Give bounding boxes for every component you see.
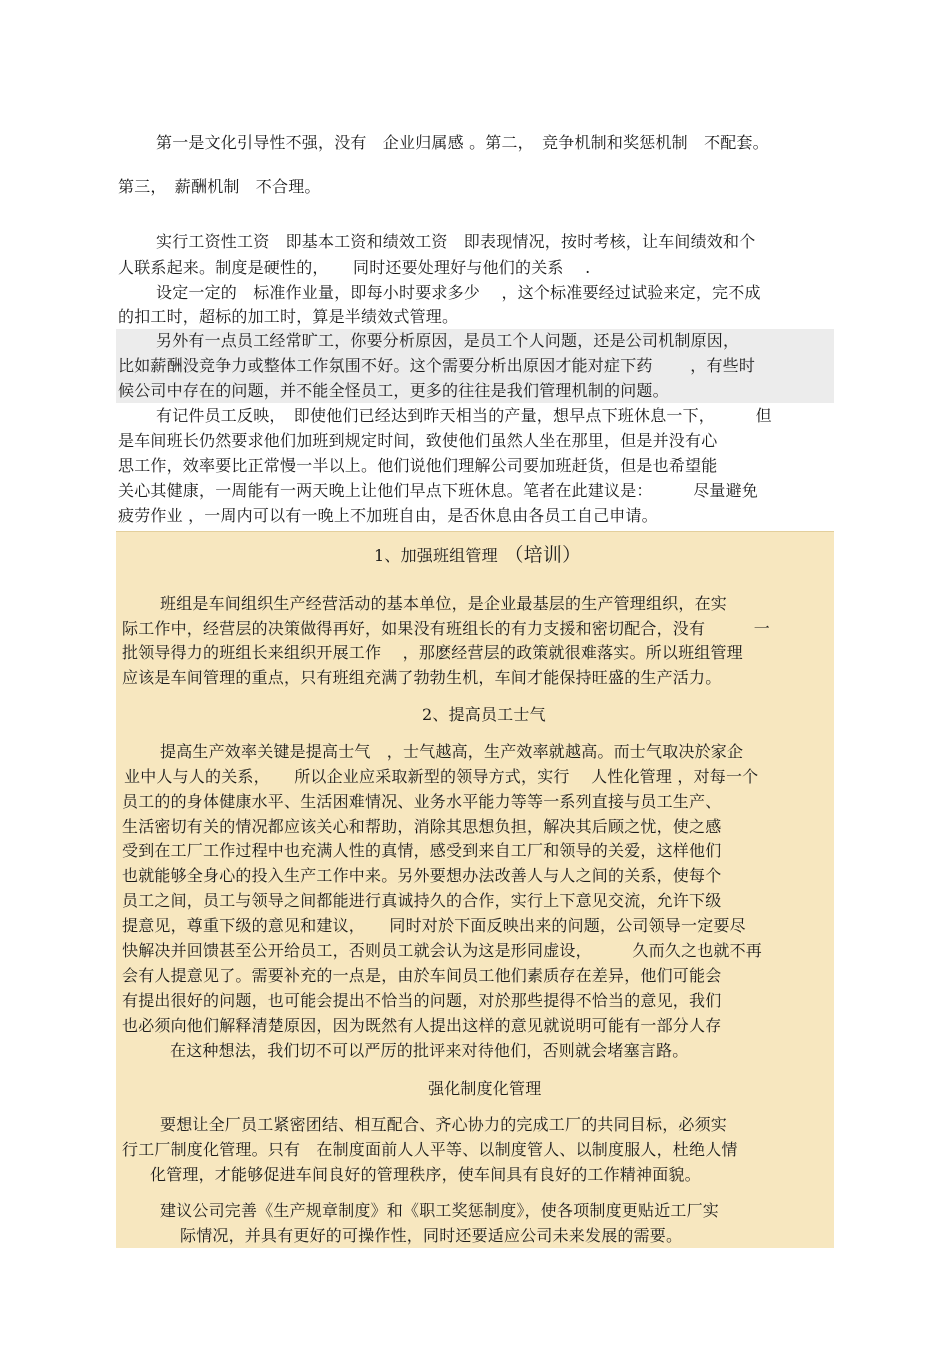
paragraph-line: 会有人提意见了。需要补充的一点是，由於车间员工他们素质存在差异，他们可能会 (122, 966, 722, 985)
paragraph-line: 快解决并回馈甚至公开给员工，否则员工就会认为这是形同虚设， 久而久之也就不再 (122, 941, 763, 960)
paragraph-line: 批领导得力的班组长来组织开展工作 ，那麽经营层的政策就很难落实。所以班组管理 (122, 643, 743, 662)
paragraph-line: 际工作中，经营层的决策做得再好，如果没有班组长的有力支援和密切配合，没有 一 (122, 619, 771, 638)
paragraph-line: 另外有一点员工经常旷工，你要分析原因，是员工个人问题，还是公司机制原因， (156, 331, 740, 350)
paragraph-line: 有记件员工反映， 即使他们已经达到昨天相当的产量，想早点下班休息一下， 但 (156, 406, 772, 425)
paragraph-line: 班组是车间组织生产经营活动的基本单位，是企业最基层的生产管理组织，在实 (160, 594, 728, 613)
paragraph-line: 提意见，尊重下级的意见和建议， 同时对於下面反映出来的问题，公司领导一定要尽 (122, 916, 746, 935)
paragraph-line: 提高生产效率关键是提高士气 ，士气越高，生产效率就越高。而士气取决於家企 (160, 742, 744, 761)
paragraph-line: 要想让全厂员工紧密团结、相互配合、齐心协力的完成工厂的共同目标，必须实 (160, 1115, 728, 1134)
paragraph-line: 业中人与人的关系， 所以企业应采取新型的领导方式，实行 人性化管理 ，对每一个 (124, 767, 759, 786)
paragraph-line: 第三， 薪酬机制 不合理。 (118, 177, 321, 196)
paragraph-line: 人联系起来。制度是硬性的， 同时还要处理好与他们的关系 . (118, 258, 591, 277)
paragraph-line: 比如薪酬没竞争力或整体工作氛围不好。这个需要分析出原因才能对症下药 ，有些时 (118, 356, 756, 375)
section-heading (374, 545, 581, 566)
paragraph-line: 实行工资性工资 即基本工资和绩效工资 即表现情况，按时考核，让车间绩效和个 (156, 232, 756, 251)
paragraph-line: 设定一定的 标准作业量，即每小时要求多少 ，这个标准要经过试验来定，完不成 (156, 283, 761, 302)
paragraph-line: 第一是文化引导性不强，没有 企业归属感 。第二， 竞争机制和奖惩机制 不配套。 (156, 133, 769, 152)
paragraph-line: 员工之间，员工与领导之间都能进行真诚持久的合作，实行上下意见交流，允许下级 (122, 891, 722, 910)
section-heading: 强化制度化管理 (428, 1079, 542, 1098)
paragraph-line: 思工作，效率要比正常慢一半以上。他们说他们理解公司要加班赶货，但是也希望能 (118, 456, 718, 475)
paragraph-line: 的扣工时，超标的加工时，算是半绩效式管理。 (118, 307, 459, 326)
heading-text: 1、加强班组管理 (374, 546, 514, 565)
paragraph-line: 受到在工厂工作过程中也充满人性的真情，感受到来自工厂和领导的关爱，这样他们 (122, 841, 722, 860)
section-heading: 2、提高员工士气 (422, 705, 546, 724)
paragraph-line: 际情况，并具有更好的可操作性，同时还要适应公司未来发展的需要。 (180, 1226, 683, 1245)
heading-paren-text: （培训） (513, 544, 582, 566)
paragraph-line: 生活密切有关的情况都应该关心和帮助，消除其思想负担，解决其后顾之忧，使之感 (122, 817, 722, 836)
paragraph-line: 应该是车间管理的重点，只有班组充满了勃勃生机，车间才能保持旺盛的生产活力。 (122, 668, 722, 687)
paragraph-line: 行工厂制度化管理。只有 在制度面前人人平等、以制度管人、以制度服人，杜绝人情 (122, 1140, 738, 1159)
paragraph-line: 在这种想法，我们切不可以严厉的批评来对待他们，否则就会堵塞言路。 (170, 1041, 689, 1060)
paragraph-line: 也必须向他们解释清楚原因，因为既然有人提出这样的意见就说明可能有一部分人存 (122, 1016, 722, 1035)
paragraph-line: 员工的的身体健康水平、生活困难情况、业务水平能力等等一系列直接与员工生产、 (122, 792, 722, 811)
paragraph-line: 候公司中存在的问题，并不能全怪员工，更多的往往是我们管理机制的问题。 (118, 381, 669, 400)
paragraph-line: 有提出很好的问题，也可能会提出不恰当的问题，对於那些提得不恰当的意见，我们 (122, 991, 722, 1010)
paragraph-line: 也就能够全身心的投入生产工作中来。另外要想办法改善人与人之间的关系，使每个 (122, 866, 722, 885)
paragraph-line: 是车间班长仍然要求他们加班到规定时间，致使他们虽然人坐在那里，但是并没有心 (118, 431, 718, 450)
paragraph-line: 疲劳作业 ，一周内可以有一晚上不加班自由，是否休息由各员工自己申请。 (118, 506, 658, 525)
paragraph-line: 化管理，才能够促进车间良好的管理秩序，使车间具有良好的工作精神面貌。 (150, 1165, 701, 1184)
paragraph-line: 建议公司完善《生产规章制度》和《职工奖惩制度》，使各项制度更贴近工厂实 (160, 1201, 720, 1220)
paragraph-line: 关心其健康，一周能有一两天晚上让他们早点下班休息。笔者在此建议是： 尽量避免 (118, 481, 759, 500)
